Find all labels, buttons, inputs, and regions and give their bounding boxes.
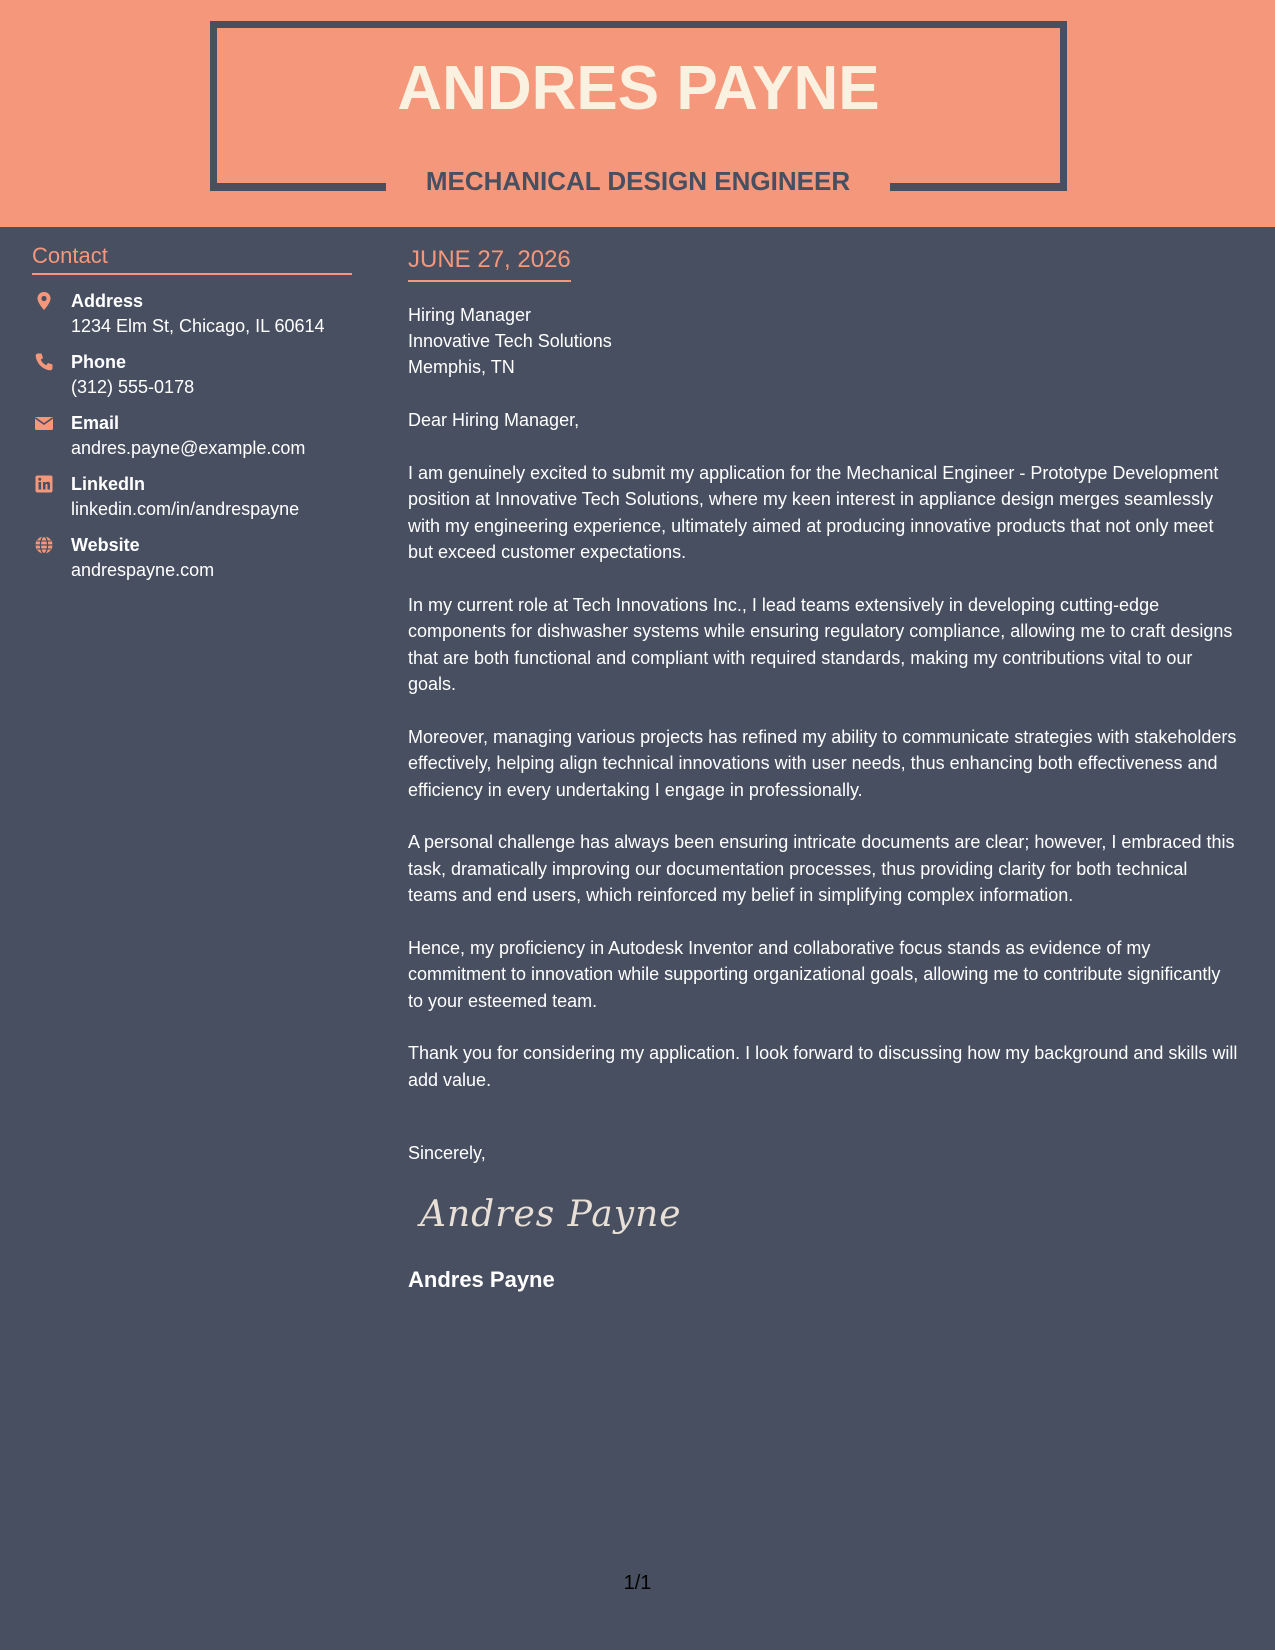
letter-paragraph: Hence, my proficiency in Autodesk Inventor and collaborative focus stands as evidence of my commitment to innovation while supporting organizational goals, allowing me to contribute significantly to your esteemed team. (408, 937, 1221, 1011)
header-banner (0, 0, 1275, 227)
contact-value: andrespayne.com (71, 560, 215, 580)
applicant-name: ANDRES PAYNE (397, 54, 880, 123)
contact-label: Email (71, 413, 120, 433)
letter-body (408, 246, 1238, 1293)
contact-website (32, 533, 352, 583)
recipient-line: Hiring Manager (408, 305, 532, 325)
contact-email (32, 411, 352, 461)
contact-label: Address (71, 291, 144, 311)
recipient-block (408, 302, 1238, 380)
contact-heading: Contact (32, 243, 352, 275)
letter-paragraph: In my current role at Tech Innovations Inc., I lead teams extensively in developing cutting-edge components for dishwasher systems while ensuring regulatory compliance, allowing me to craft designs that are both functional and compliant with required standards, making my contributions vital to our goals. (408, 594, 1233, 694)
letter-paragraph: A personal challenge has always been ensuring intricate documents are clear; however, I embraced this task, dramatically improving our documentation processes, thus providing clarity for both technical teams and end users, which reinforced my belief in simplifying complex information. (408, 832, 1235, 905)
contact-value: linkedin.com/in/andrespayne (71, 499, 300, 519)
contact-value: (312) 555-0178 (71, 377, 195, 397)
handwritten-signature: Andres Payne (420, 1194, 682, 1235)
closing: Sincerely, (408, 1143, 486, 1163)
signed-name: Andres Payne (408, 1267, 555, 1292)
contact-value: andres.payne@example.com (71, 438, 306, 458)
contact-phone (32, 350, 352, 400)
contact-label: LinkedIn (71, 474, 146, 494)
contact-linkedin (32, 472, 352, 522)
contact-label: Phone (71, 352, 127, 372)
header-frame-bottom-left (210, 183, 386, 191)
linkedin-icon (34, 474, 54, 494)
job-title: MECHANICAL DESIGN ENGINEER (425, 166, 851, 196)
globe-icon (34, 535, 54, 555)
recipient-line: Innovative Tech Solutions (408, 331, 612, 351)
contact-address (32, 289, 352, 339)
phone-icon (34, 352, 54, 372)
salutation: Dear Hiring Manager, (408, 410, 580, 430)
contact-label: Website (71, 535, 140, 555)
header-frame-bottom-right (890, 183, 1067, 191)
contact-value: 1234 Elm St, Chicago, IL 60614 (71, 316, 325, 336)
letter-paragraph: Moreover, managing various projects has refined my ability to communicate strategies with stakeholders effectively, helping align technical innovations with user needs, thus enhancing both effectiveness and efficiency in every undertaking I engage in professionally. (408, 726, 1237, 800)
page-number: 1/1 (623, 1572, 652, 1594)
recipient-line: Memphis, TN (408, 357, 515, 377)
letter-date: JUNE 27, 2026 (408, 246, 571, 282)
envelope-icon (34, 413, 54, 433)
contact-sidebar (32, 243, 352, 594)
letter-paragraph: I am genuinely excited to submit my application for the Mechanical Engineer - Prototype Development position at Innovative Tech Solutions, where my keen interest in appliance design merges seamlessly with my engineering experience, ultimately aimed at producing innovative products that not only meet but exceed customer expectations. (408, 462, 1219, 562)
map-pin-icon (34, 291, 54, 311)
letter-paragraph: Thank you for considering my application. I look forward to discussing how my background and skills will add value. (408, 1043, 1238, 1090)
